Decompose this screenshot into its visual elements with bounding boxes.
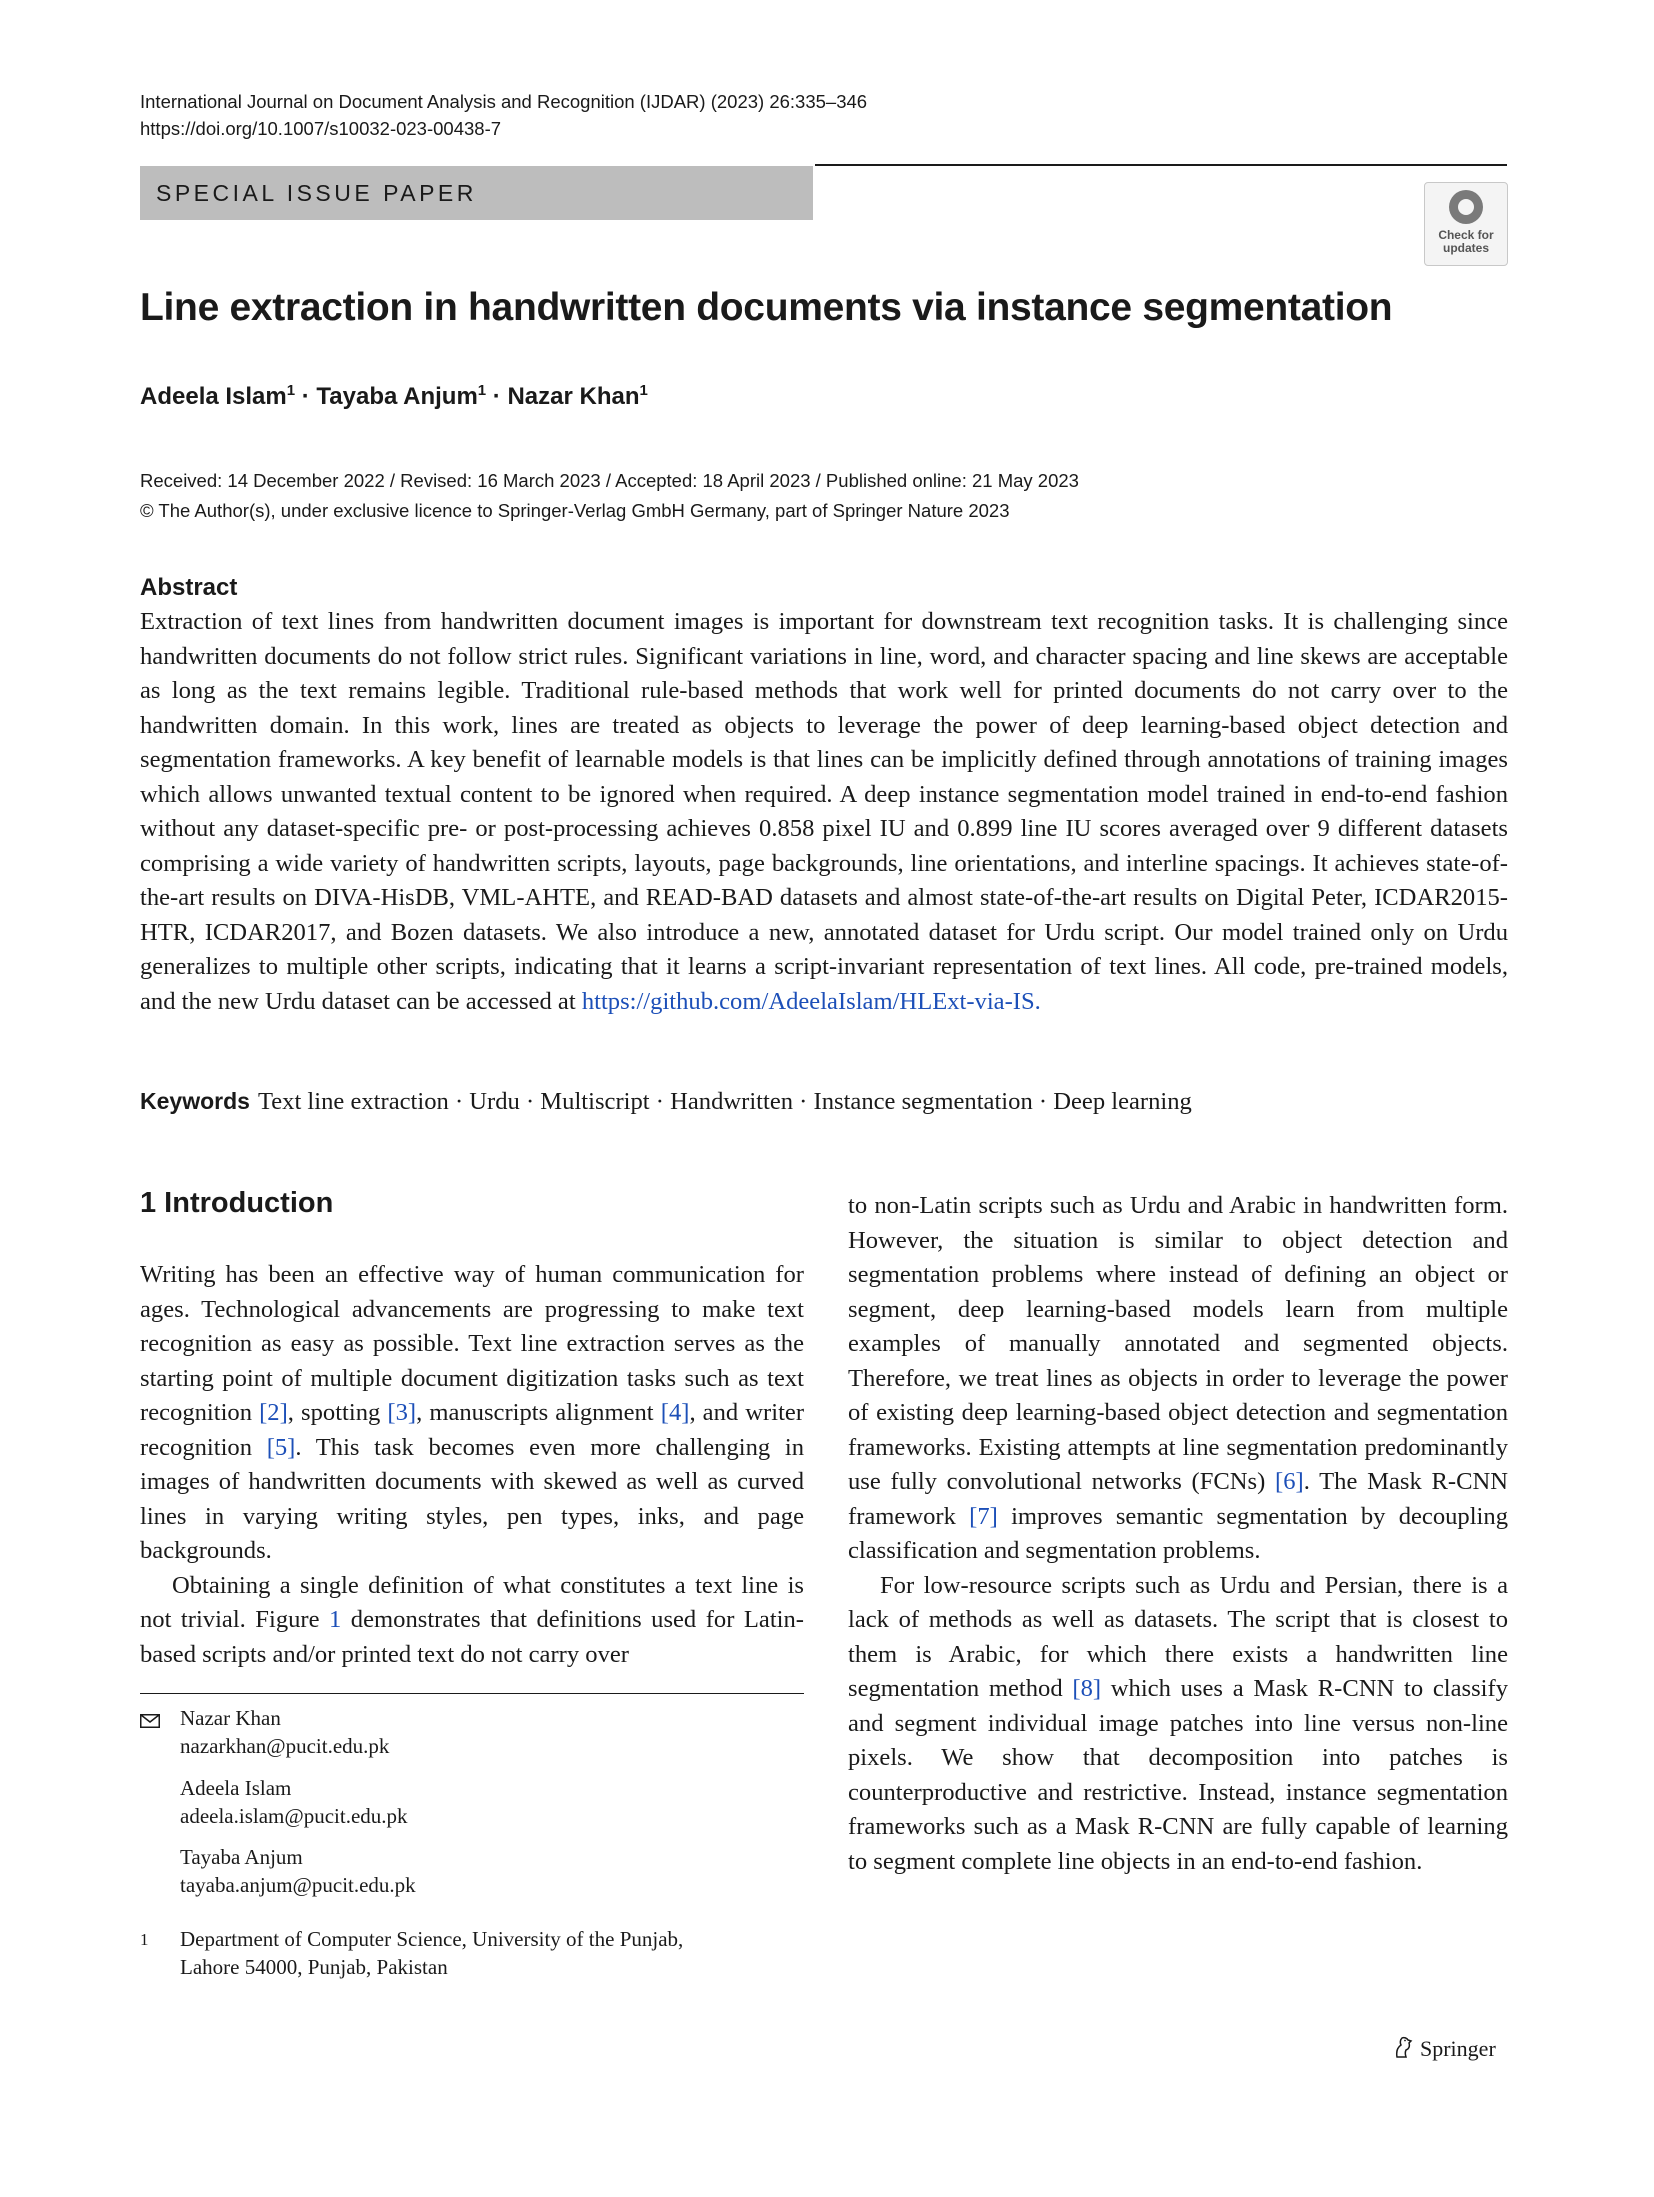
- doi-line[interactable]: https://doi.org/10.1007/s10032-023-00438-7: [140, 118, 502, 139]
- text-run: Obtaining a single definition of what constitutes a text line is not trivial. Figure: [140, 1571, 804, 1633]
- contact-email[interactable]: adeela.islam@pucit.edu.pk: [180, 1804, 408, 1828]
- keywords-heading: Keywords: [140, 1088, 250, 1114]
- author-separator: ·: [486, 383, 508, 410]
- contact-block: [180, 1843, 416, 1899]
- abstract-heading: Abstract: [140, 574, 238, 601]
- contact-block: [180, 1704, 389, 1760]
- author-affiliation[interactable]: 1: [639, 382, 648, 399]
- citation-link[interactable]: [8]: [1072, 1675, 1102, 1702]
- abstract-body: Extraction of text lines from handwritten document images is important for downstream text recognition tasks. It is challenging since handwritten documents do not follow strict rules. Significant variations in line, word, and character spacing and line skews are acceptable as long as the text remains legible. Traditional rule-based methods that work well for printed documents do not carry over to the handwritten domain. In this work, lines are treated as objects to leverage the power of deep learning-based object detection and segmentation frameworks. A key benefit of learnable models is that lines can be implicitly defined through annotations of training images which allows unwanted textual content to be ignored when required. A deep instance segmentation model trained in end-to-end fashion without any dataset-specific pre- or post-processing achieves 0.858 pixel IU and 0.899 line IU scores averaged over 9 different datasets comprising a wide variety of handwritten scripts, layouts, page backgrounds, line orientations, and interline spacings. It achieves state-of-the-art results on DIVA-HisDB, VML-AHTE, and READ-BAD datasets and almost state-of-the-art results on Digital Peter, ICDAR2015-HTR, ICDAR2017, and Bozen datasets. We also introduce a new, annotated dataset for Urdu script. Our model trained only on Urdu generalizes to multiple other scripts, indicating that it learns a script-invariant representation of text lines. All code, pre-trained models, and the new Urdu dataset can be accessed at: [140, 608, 1508, 1015]
- check-for-updates-badge[interactable]: [1424, 182, 1508, 266]
- contact-name: Nazar Khan: [180, 1706, 281, 1730]
- publisher-name: Springer: [1420, 2036, 1496, 2061]
- envelope-icon: [140, 1714, 160, 1728]
- footnote-rule: [140, 1693, 804, 1694]
- text-run: For low-resource scripts such as Urdu and Persian, there is a lack of methods as well as datasets. The script that is closest to them is Arabic, for which there exists a handwritten line segmentation method: [848, 1571, 1508, 1702]
- badge-line-2: updates: [1442, 241, 1489, 255]
- publisher-logo: [1392, 2035, 1496, 2062]
- citation-link[interactable]: [3]: [387, 1399, 417, 1426]
- affiliation: [180, 1925, 683, 1981]
- text-run: which uses a Mask R-CNN to classify and segment individual image patches into line versus non-line pixels. We show that decomposition into patches is counterproductive and restrictive. Instead, instance segmentation frameworks such as a Mask R-CNN are fully capable of learning to segment complete line objects in an end-to-end fashion.: [848, 1675, 1508, 1875]
- contact-email[interactable]: tayaba.anjum@pucit.edu.pk: [180, 1873, 416, 1897]
- section-label: SPECIAL ISSUE PAPER: [156, 180, 477, 206]
- paragraph: [140, 1258, 804, 1569]
- springer-horse-icon: [1392, 2035, 1414, 2059]
- author-separator: ·: [295, 383, 317, 410]
- citation-link[interactable]: [7]: [969, 1502, 998, 1530]
- badge-line-1: Check for: [1438, 228, 1494, 242]
- dates-line: Received: 14 December 2022 / Revised: 16 March 2023 / Accepted: 18 April 2023 / Published online: 21 May 2023: [140, 470, 1079, 491]
- section-heading-introduction: 1 Introduction: [140, 1187, 334, 1219]
- author-name: Adeela Islam: [140, 383, 287, 410]
- keywords-list: Text line extraction · Urdu · Multiscript · Handwritten · Instance segmentation · Deep learning: [257, 1088, 1192, 1115]
- left-column: [140, 1258, 804, 1672]
- badge-text: [1425, 229, 1507, 255]
- updates-icon: [1449, 190, 1483, 224]
- text-run: improves semantic segmentation by decoupling classification and segmentation problems.: [848, 1502, 1508, 1564]
- right-column: [848, 1189, 1508, 1879]
- text-run: , manuscripts alignment: [416, 1399, 661, 1426]
- keywords: [140, 1088, 1192, 1116]
- citation-link[interactable]: [2]: [259, 1399, 288, 1426]
- paragraph: [848, 1189, 1508, 1569]
- citation-link[interactable]: [5]: [266, 1433, 296, 1461]
- author-affiliation[interactable]: 1: [477, 382, 487, 399]
- paragraph: [848, 1569, 1508, 1880]
- contact-block: [180, 1774, 408, 1830]
- text-run: Writing has been an effective way of human communication for ages. Technological advancements are progressing to make text recognition as easy as possible. Text line extraction serves as the starting point of multiple document digitization tasks such as text recognition: [140, 1261, 804, 1426]
- contact-name: Tayaba Anjum: [180, 1845, 303, 1869]
- journal-citation: [140, 88, 867, 142]
- affiliation-number: 1: [140, 1930, 149, 1949]
- contact-name: Adeela Islam: [180, 1776, 292, 1800]
- author-name: Tayaba Anjum: [316, 383, 478, 410]
- affiliation-line: Department of Computer Science, University of the Punjab,: [180, 1927, 684, 1951]
- text-run: demonstrates that definitions used for Latin-based scripts and/or printed text do not carry over: [140, 1606, 804, 1668]
- author-affiliation[interactable]: 1: [286, 382, 296, 399]
- paper-title: Line extraction in handwritten documents via instance segmentation: [140, 286, 1393, 329]
- publication-history: [140, 466, 1079, 526]
- text-run: to non-Latin scripts such as Urdu and Arabic in handwritten form. However, the situation is similar to object detection and segmentation problems where instead of defining an object or segment, deep learning-based models learn from multiple examples of manually annotated and segmented objects. Therefore, we treat lines as objects in order to leverage the power of existing deep learning-based object detection and segmentation frameworks. Existing attempts at line segmentation predominantly use fully convolutional networks (FCNs): [848, 1192, 1508, 1495]
- abstract-text: [140, 605, 1508, 1019]
- text-run: , spotting: [287, 1399, 388, 1426]
- section-banner: [140, 166, 813, 220]
- paragraph: [140, 1569, 804, 1673]
- author-name: Nazar Khan: [507, 383, 640, 410]
- citation-link[interactable]: [6]: [1275, 1468, 1304, 1495]
- copyright-line: © The Author(s), under exclusive licence to Springer-Verlag GmbH Germany, part of Springer Nature 2023: [140, 500, 1010, 521]
- figure-link[interactable]: 1: [329, 1606, 342, 1633]
- contact-email[interactable]: nazarkhan@pucit.edu.pk: [180, 1734, 390, 1758]
- author-list: [140, 382, 648, 411]
- text-run: . This task becomes even more challenging in images of handwritten documents with skewed as well as curved lines in varying writing styles, pen types, inks, and page backgrounds.: [140, 1433, 804, 1564]
- text-run: , and writer recognition: [140, 1399, 805, 1461]
- citation-link[interactable]: [4]: [660, 1399, 690, 1426]
- journal-line: International Journal on Document Analysis and Recognition (IJDAR) (2023) 26:335–346: [140, 91, 868, 112]
- text-run: . The Mask R-CNN framework: [848, 1468, 1509, 1530]
- affiliation-line: Lahore 54000, Punjab, Pakistan: [180, 1955, 448, 1979]
- header-rule: [815, 164, 1507, 166]
- code-link[interactable]: https://github.com/AdeelaIslam/HLExt-via-IS.: [581, 987, 1041, 1015]
